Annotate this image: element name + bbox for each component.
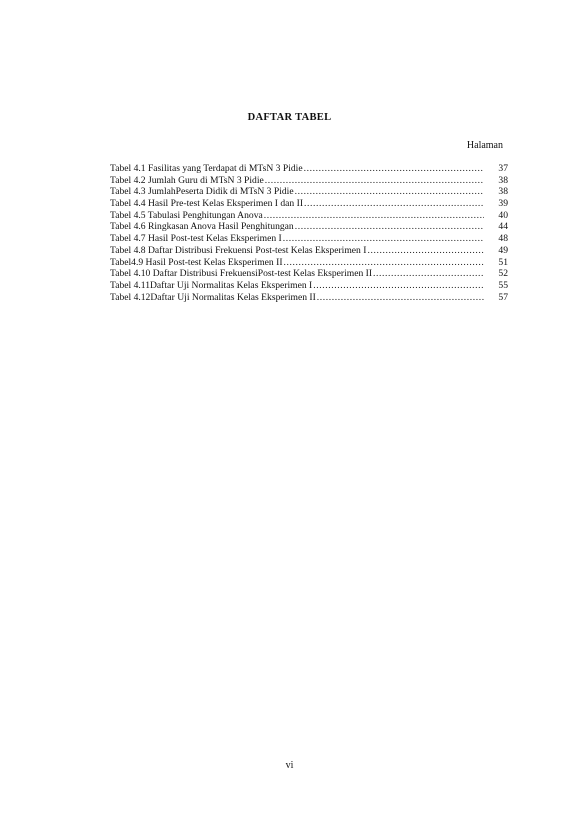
page-column-header: Halaman (466, 140, 503, 151)
toc-entry-page: 37 (498, 163, 508, 174)
toc-dot-leader (265, 175, 484, 187)
toc-dot-leader (317, 292, 484, 304)
toc-entry-label: Tabel 4.10 Daftar Distribusi FrekuensiPost-test Kelas Eksperimen II (110, 268, 373, 280)
toc-entry (110, 280, 508, 292)
toc-entry (110, 292, 508, 304)
toc-entry-page: 44 (498, 221, 508, 233)
toc-dot-leader (283, 233, 484, 245)
toc-dot-leader (313, 280, 484, 292)
toc-entry (110, 210, 508, 222)
toc-entry-label: Tabel 4.6 Ringkasan Anova Hasil Penghitungan (110, 221, 294, 233)
toc-entry-label: Tabel4.9 Hasil Post-test Kelas Eksperimen II (110, 256, 283, 268)
toc-entry (110, 186, 508, 198)
toc-entry-label: Tabel 4.8 Daftar Distribusi Frekuensi Post-test Kelas Eksperimen I (110, 244, 367, 256)
toc-dot-leader (264, 210, 484, 222)
toc-entry-page: 40 (498, 209, 508, 221)
toc-entry (110, 175, 508, 187)
toc-dot-leader (373, 268, 484, 280)
toc-entry-page: 38 (498, 174, 508, 186)
toc-dot-leader (284, 257, 484, 269)
toc-entry-label: Tabel 4.1 Fasilitas yang Terdapat di MTsN 3 Pidie (110, 163, 303, 174)
page-number: vi (285, 760, 294, 771)
toc-dot-leader (295, 186, 484, 198)
toc-entry-page: 57 (498, 291, 508, 303)
toc-entry-page: 38 (498, 186, 508, 198)
toc-entry-page: 51 (498, 256, 508, 268)
toc-entry-page: 48 (498, 233, 508, 245)
toc-entry (110, 163, 508, 175)
toc-entry-label: Tabel 4.2 Jumlah Guru di MTsN 3 Pidie (110, 174, 264, 186)
toc-entry (110, 268, 508, 280)
toc-entry (110, 198, 508, 210)
page-title: DAFTAR TABEL (247, 112, 332, 123)
toc-entry-page: 39 (498, 198, 508, 210)
toc-dot-leader (304, 198, 484, 210)
toc-dot-leader (304, 163, 484, 175)
toc-entry-label: Tabel 4.5 Tabulasi Penghitungan Anova (110, 209, 263, 221)
toc-entry (110, 233, 508, 245)
toc-entry-label: Tabel 4.7 Hasil Post-test Kelas Eksperimen I (110, 233, 282, 245)
toc-entry-page: 49 (498, 244, 508, 256)
toc-entry (110, 257, 508, 269)
toc-entry-page: 55 (498, 279, 508, 291)
toc-dot-leader (367, 245, 484, 257)
toc-entry-label: Tabel 4.12Daftar Uji Normalitas Kelas Eksperimen II (110, 291, 316, 303)
toc-entry-label: Tabel 4.4 Hasil Pre-test Kelas Eksperimen I dan II (110, 198, 304, 210)
toc-entry-page: 52 (498, 268, 508, 280)
toc-dot-leader (295, 221, 484, 233)
table-of-contents (110, 163, 508, 303)
toc-entry (110, 221, 508, 233)
toc-entry-label: Tabel 4.3 JumlahPeserta Didik di MTsN 3 Pidie (110, 186, 294, 198)
toc-entry-label: Tabel 4.11Daftar Uji Normalitas Kelas Eksperimen I (110, 279, 313, 291)
toc-entry (110, 245, 508, 257)
